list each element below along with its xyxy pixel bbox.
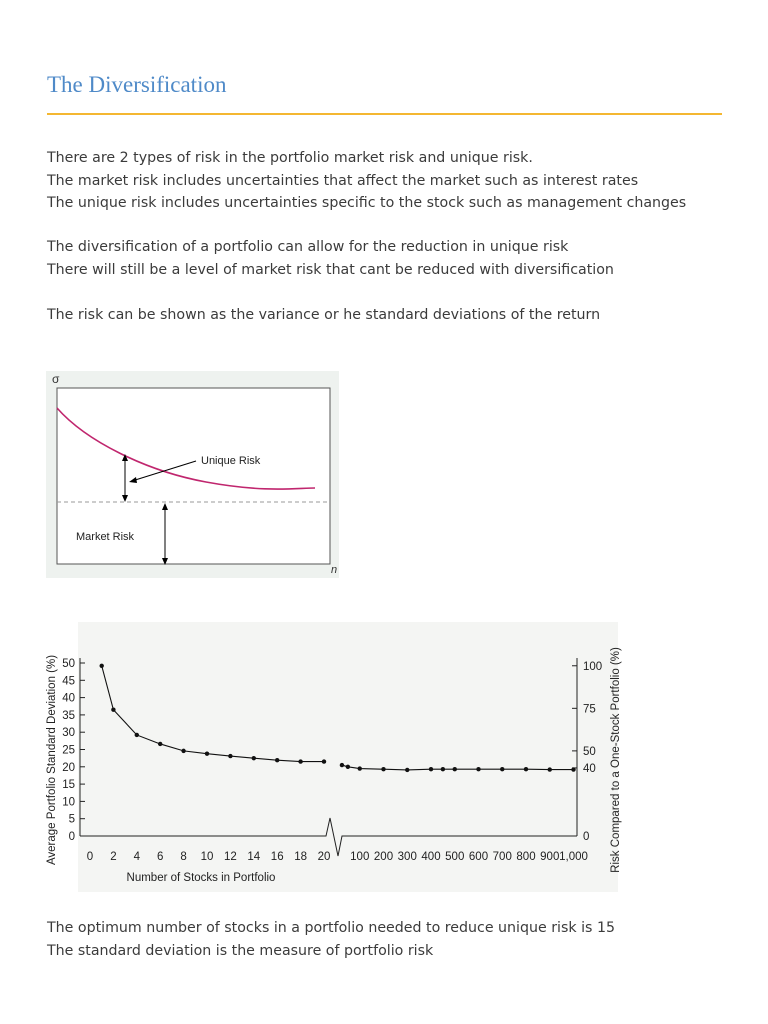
text-line: The market risk includes uncertainties that affect the market such as interest rates (47, 172, 639, 189)
x-tick-label: 700 (492, 851, 512, 863)
data-point (322, 759, 326, 763)
y-tick-label: 25 (62, 744, 75, 757)
x-tick-label: 6 (156, 851, 164, 863)
x-tick-label: 12 (224, 851, 237, 863)
x-tick-label: 16 (270, 851, 284, 863)
data-point (111, 708, 115, 712)
data-point (100, 664, 104, 668)
data-point (346, 765, 350, 769)
x-tick-label: 900 (540, 851, 560, 863)
risk-types-paragraph (47, 147, 686, 215)
data-point (252, 756, 256, 760)
data-point (381, 767, 385, 771)
data-point (441, 767, 445, 771)
n-symbol: n (331, 564, 338, 576)
y-tick-label: 0 (68, 831, 75, 843)
x-tick-label: 2 (110, 851, 117, 863)
diversification-paragraph (47, 236, 614, 281)
y-tick-label: 40 (62, 692, 75, 705)
data-point (548, 767, 552, 771)
x-axis-label: Number of Stocks in Portfolio (126, 872, 276, 884)
data-point (205, 751, 209, 755)
x-tick-label: 100 (350, 851, 370, 863)
x-tick-label: 200 (373, 851, 394, 863)
data-point (405, 768, 409, 772)
data-point (571, 767, 575, 771)
y-tick-label: 15 (62, 779, 75, 792)
data-point (500, 767, 504, 771)
x-tick-label: 500 (445, 851, 465, 863)
text-line: The optimum number of stocks in a portfolio needed to reduce unique risk is 15 (47, 920, 616, 936)
market-risk-label: Market Risk (76, 531, 135, 543)
x-tick-label: 8 (180, 851, 187, 863)
data-point (228, 754, 232, 758)
y-tick-label: 50 (62, 658, 75, 670)
y-axis-right-label: Risk Compared to a One-Stock Portfolio (%) (610, 647, 622, 873)
text-line: The risk can be shown as the variance or he standard deviations of the return (47, 307, 601, 323)
x-tick-label: 10 (200, 851, 214, 863)
data-point (275, 758, 279, 762)
x-tick-label: 18 (294, 851, 307, 863)
text-line: The diversification of a portfolio can allow for the reduction in unique risk (47, 239, 569, 255)
y-tick-label: 5 (68, 813, 75, 826)
y-tick-label: 35 (62, 709, 75, 722)
sigma-symbol: σ (52, 372, 60, 386)
risk-measure-paragraph (47, 304, 600, 327)
y-tick-label: 20 (62, 761, 75, 774)
x-tick-label: 20 (317, 851, 331, 863)
y-right-tick-label: 100 (583, 660, 603, 673)
x-tick-label: 4 (133, 851, 141, 863)
y-tick-label: 30 (62, 727, 75, 740)
diversification-chart (46, 622, 636, 892)
x-tick-label: 400 (421, 851, 441, 863)
data-point (453, 767, 457, 771)
data-point (181, 749, 185, 753)
page-title: The Diversification (47, 72, 227, 97)
text-line: The standard deviation is the measure of portfolio risk (47, 942, 434, 959)
x-tick-label: 300 (397, 851, 417, 863)
data-point (358, 766, 362, 770)
unique-risk-label: Unique Risk (201, 455, 261, 467)
text-line: There are 2 types of risk in the portfolio market risk and unique risk. (47, 150, 533, 166)
x-tick-label: 1,000 (559, 851, 588, 863)
text-line: There will still be a level of market risk that cant be reduced with diversification (47, 261, 614, 278)
y-tick-label: 45 (62, 675, 75, 688)
text-line: The unique risk includes uncertainties specific to the stock such as management changes (47, 195, 687, 211)
x-tick-label: 0 (86, 851, 94, 863)
data-point (158, 742, 162, 746)
x-tick-label: 800 (516, 851, 536, 863)
x-tick-label: 14 (247, 851, 261, 863)
title-underline (47, 113, 722, 115)
data-point (298, 759, 302, 763)
data-point (476, 767, 480, 771)
conclusion-paragraph (47, 917, 615, 962)
y-right-tick-label: 50 (583, 745, 596, 758)
y-right-tick-label: 75 (583, 703, 596, 716)
data-point (524, 767, 528, 771)
data-point (340, 763, 344, 767)
x-tick-label: 600 (468, 851, 489, 863)
y-tick-label: 10 (62, 796, 75, 809)
data-point (429, 767, 433, 771)
y-right-tick-label: 0 (583, 831, 590, 843)
y-right-tick-label: 40 (583, 762, 596, 775)
risk-diagram (46, 371, 339, 578)
data-point (135, 733, 139, 737)
y-axis-label: Average Portfolio Standard Deviation (%) (46, 654, 58, 866)
